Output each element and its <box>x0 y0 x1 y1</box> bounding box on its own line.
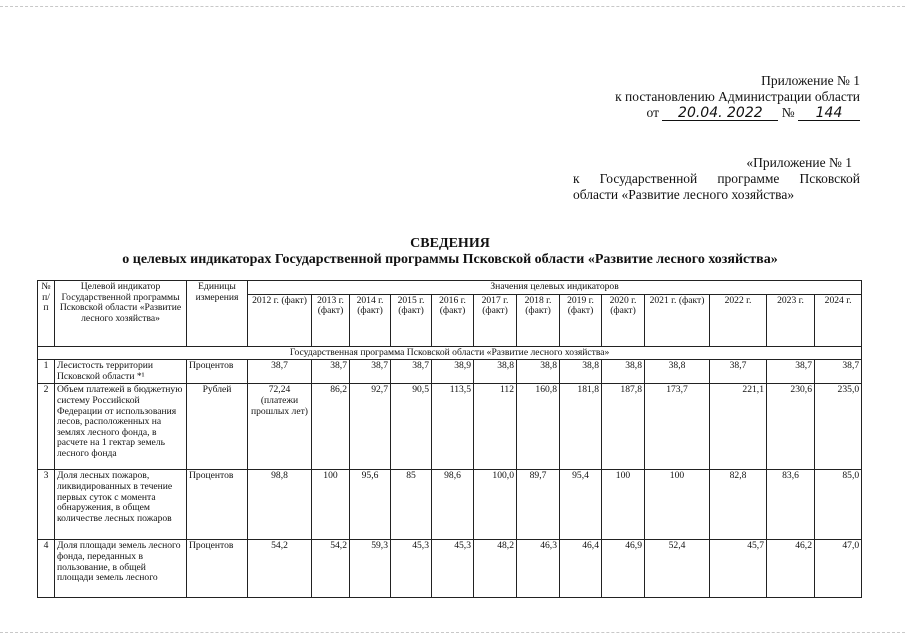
table-row <box>38 360 862 384</box>
value-cell: 90,5 <box>391 384 432 470</box>
value-cell: 38,7 <box>815 360 862 384</box>
row-num: 4 <box>38 540 55 598</box>
scan-edge-bottom <box>0 632 905 634</box>
title-sub: о целевых индикаторах Государственной программы Псковской области «Развитие лесного хозяйства» <box>122 252 778 267</box>
row-unit: Рублей <box>187 384 248 470</box>
handwritten-date: 20.04. 2022 <box>662 106 778 121</box>
value-cell: 38,8 <box>645 360 710 384</box>
value-cell: 100,0 <box>474 470 517 540</box>
handwritten-number: 144 <box>798 106 860 121</box>
value-cell: 46,4 <box>560 540 602 598</box>
value-cell: 100 <box>645 470 710 540</box>
header-year: 2016 г. (факт) <box>432 294 474 346</box>
header-year: 2012 г. (факт) <box>248 294 312 346</box>
header-year: 2018 г. (факт) <box>517 294 560 346</box>
value-cell: 38,7 <box>350 360 391 384</box>
header-year: 2013 г. (факт) <box>312 294 350 346</box>
appendix2-line3: области «Развитие лесного хозяйства» <box>573 187 795 202</box>
header-year: 2014 г. (факт) <box>350 294 391 346</box>
value-cell: 112 <box>474 384 517 470</box>
header-year: 2017 г. (факт) <box>474 294 517 346</box>
value-cell: 100 <box>312 470 350 540</box>
value-cell: 47,0 <box>815 540 862 598</box>
value-cell: 38,7 <box>767 360 815 384</box>
value-cell: 38,7 <box>391 360 432 384</box>
value-cell: 85,0 <box>815 470 862 540</box>
value-cell: 54,2 <box>248 540 312 598</box>
value-cell: 38,9 <box>432 360 474 384</box>
value-cell: 54,2 <box>312 540 350 598</box>
value-cell: 38,8 <box>560 360 602 384</box>
row-indicator: Лесистость территории Псковской области *¹ <box>55 360 187 384</box>
row-unit: Процентов <box>187 540 248 598</box>
value-cell: 72,24 (платежи прошлых лет) <box>248 384 312 470</box>
value-cell: 52,4 <box>645 540 710 598</box>
date-prefix: от <box>646 105 659 120</box>
value-cell: 95,4 <box>560 470 602 540</box>
value-cell: 85 <box>391 470 432 540</box>
header-unit: Единицы измерения <box>187 281 248 347</box>
header-num: № п/п <box>38 281 55 347</box>
value-cell: 46,3 <box>517 540 560 598</box>
value-cell: 230,6 <box>767 384 815 470</box>
value-cell: 45,7 <box>710 540 767 598</box>
value-cell: 89,7 <box>517 470 560 540</box>
scan-edge-top <box>0 6 905 8</box>
appendix2-line2: к Государственной программе Псковской <box>573 171 860 186</box>
table-row <box>38 470 862 540</box>
header-year: 2021 г. (факт) <box>645 294 710 346</box>
row-unit: Процентов <box>187 470 248 540</box>
header-year: 2024 г. <box>815 294 862 346</box>
header-year: 2022 г. <box>710 294 767 346</box>
value-cell: 235,0 <box>815 384 862 470</box>
indicators-table <box>37 280 862 598</box>
value-cell: 83,6 <box>767 470 815 540</box>
row-num: 3 <box>38 470 55 540</box>
value-cell: 38,8 <box>517 360 560 384</box>
value-cell: 98,6 <box>432 470 474 540</box>
appendix-line2: к постановлению Администрации области <box>615 89 860 104</box>
document-title <box>40 236 860 268</box>
row-indicator: Объем платежей в бюджетную систему Российской Федерации от использования лесов, расположенных на землях лесного фонда, в расчете на 1 гектар земель лесного фонда <box>55 384 187 470</box>
appendix-block <box>560 73 860 121</box>
value-cell: 100 <box>602 470 645 540</box>
table-row <box>38 540 862 598</box>
header-year: 2019 г. (факт) <box>560 294 602 346</box>
row-unit: Процентов <box>187 360 248 384</box>
title-main: СВЕДЕНИЯ <box>410 236 490 251</box>
value-cell: 38,8 <box>474 360 517 384</box>
appendix2-line1: «Приложение № 1 <box>746 155 852 170</box>
value-cell: 221,1 <box>710 384 767 470</box>
value-cell: 59,3 <box>350 540 391 598</box>
value-cell: 46,9 <box>602 540 645 598</box>
value-cell: 82,8 <box>710 470 767 540</box>
header-year: 2023 г. <box>767 294 815 346</box>
value-cell: 187,8 <box>602 384 645 470</box>
value-cell: 160,8 <box>517 384 560 470</box>
appendix2-block <box>573 155 860 203</box>
value-cell: 38,7 <box>710 360 767 384</box>
value-cell: 46,2 <box>767 540 815 598</box>
row-indicator: Доля лесных пожаров, ликвидированных в течение первых суток с момента обнаружения, в общем количестве лесных пожаров <box>55 470 187 540</box>
appendix-line1: Приложение № 1 <box>761 73 860 88</box>
row-indicator: Доля площади земель лесного фонда, переданных в пользование, в общей площади земель лесного <box>55 540 187 598</box>
table-row <box>38 384 862 470</box>
row-num: 1 <box>38 360 55 384</box>
number-sign: № <box>781 105 795 120</box>
value-cell: 86,2 <box>312 384 350 470</box>
header-indicator: Целевой индикатор Государственной программы Псковской области «Развитие лесного хозяйства» <box>55 281 187 347</box>
header-year: 2015 г. (факт) <box>391 294 432 346</box>
value-cell: 113,5 <box>432 384 474 470</box>
value-cell: 38,7 <box>312 360 350 384</box>
value-cell: 173,7 <box>645 384 710 470</box>
value-cell: 98,8 <box>248 470 312 540</box>
header-values: Значения целевых индикаторов <box>248 281 862 295</box>
value-cell: 38,8 <box>602 360 645 384</box>
value-cell: 95,6 <box>350 470 391 540</box>
value-cell: 45,3 <box>432 540 474 598</box>
value-cell: 181,8 <box>560 384 602 470</box>
header-year: 2020 г. (факт) <box>602 294 645 346</box>
value-cell: 38,7 <box>248 360 312 384</box>
value-cell: 45,3 <box>391 540 432 598</box>
appendix-line3 <box>560 105 860 121</box>
value-cell: 48,2 <box>474 540 517 598</box>
row-num: 2 <box>38 384 55 470</box>
value-cell: 92,7 <box>350 384 391 470</box>
section-row: Государственная программа Псковской области «Развитие лесного хозяйства» <box>38 346 862 360</box>
